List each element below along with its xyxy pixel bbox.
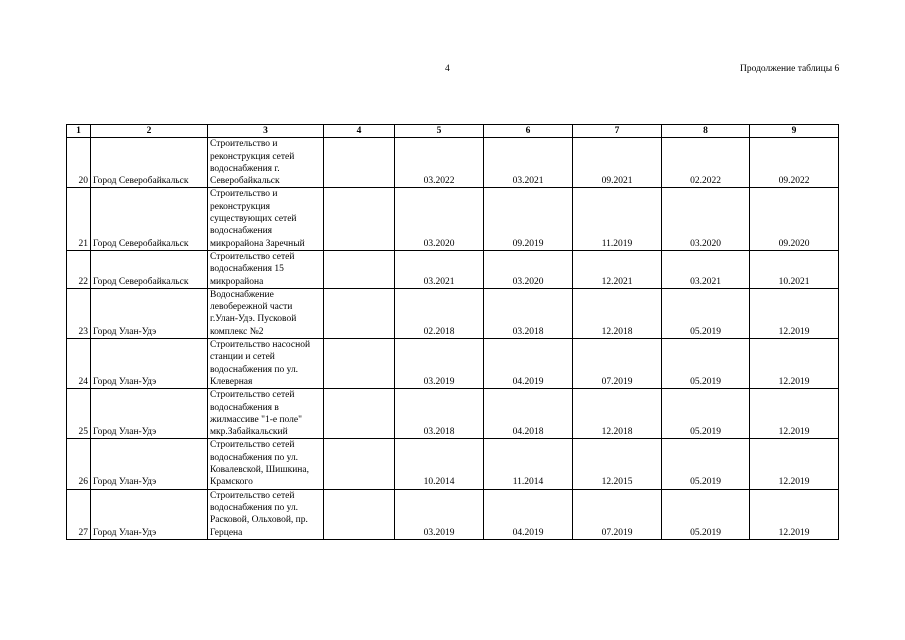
table-row (67, 138, 839, 188)
page-number: 4 (445, 64, 450, 74)
column-header: 9 (750, 125, 839, 138)
city-cell: Город Северобайкальск (91, 188, 208, 250)
col4-cell (324, 138, 395, 188)
date-cell: 05.2019 (662, 489, 750, 539)
date-cell: 12.2019 (750, 339, 839, 389)
table-row (67, 339, 839, 389)
date-cell: 03.2021 (395, 250, 484, 288)
date-cell: 09.2020 (750, 188, 839, 250)
row-number: 23 (67, 288, 91, 338)
column-header: 6 (484, 125, 573, 138)
row-number: 26 (67, 439, 91, 489)
date-cell: 02.2022 (662, 138, 750, 188)
date-cell: 03.2018 (484, 288, 573, 338)
date-cell: 03.2019 (395, 339, 484, 389)
date-cell: 11.2019 (573, 188, 662, 250)
column-header: 8 (662, 125, 750, 138)
date-cell: 12.2021 (573, 250, 662, 288)
date-cell: 05.2019 (662, 339, 750, 389)
date-cell: 03.2020 (395, 188, 484, 250)
row-number: 21 (67, 188, 91, 250)
city-cell: Город Улан-Удэ (91, 389, 208, 439)
city-cell: Город Улан-Удэ (91, 489, 208, 539)
date-cell: 03.2020 (662, 188, 750, 250)
description-cell: Строительство и реконструкция существующих сетей водоснабжения микрорайона Заречный (208, 188, 324, 250)
date-cell: 12.2015 (573, 439, 662, 489)
col4-cell (324, 188, 395, 250)
table-row (67, 389, 839, 439)
date-cell: 12.2019 (750, 439, 839, 489)
col4-cell (324, 339, 395, 389)
date-cell: 05.2019 (662, 389, 750, 439)
date-cell: 12.2018 (573, 389, 662, 439)
table-row (67, 439, 839, 489)
date-cell: 09.2019 (484, 188, 573, 250)
description-cell: Строительство сетей водоснабжения в жилмассиве "1-е поле" мкр.Забайкальский (208, 389, 324, 439)
date-cell: 10.2014 (395, 439, 484, 489)
table-row (67, 188, 839, 250)
date-cell: 04.2019 (484, 339, 573, 389)
date-cell: 11.2014 (484, 439, 573, 489)
col4-cell (324, 389, 395, 439)
row-number: 20 (67, 138, 91, 188)
col4-cell (324, 288, 395, 338)
description-cell: Строительство сетей водоснабжения по ул. Расковой, Ольховой, пр. Герцена (208, 489, 324, 539)
date-cell: 07.2019 (573, 489, 662, 539)
column-header: 2 (91, 125, 208, 138)
date-cell: 09.2022 (750, 138, 839, 188)
city-cell: Город Улан-Удэ (91, 339, 208, 389)
date-cell: 03.2021 (484, 138, 573, 188)
city-cell: Город Северобайкальск (91, 138, 208, 188)
date-cell: 05.2019 (662, 439, 750, 489)
description-cell: Строительство насосной станции и сетей водоснабжения по ул. Клеверная (208, 339, 324, 389)
col4-cell (324, 489, 395, 539)
row-number: 27 (67, 489, 91, 539)
date-cell: 12.2018 (573, 288, 662, 338)
col4-cell (324, 250, 395, 288)
column-header: 7 (573, 125, 662, 138)
date-cell: 03.2021 (662, 250, 750, 288)
city-cell: Город Северобайкальск (91, 250, 208, 288)
description-cell: Водоснабжение левобережной части г.Улан-Удэ. Пусковой комплекс №2 (208, 288, 324, 338)
date-cell: 05.2019 (662, 288, 750, 338)
table-row (67, 489, 839, 539)
city-cell: Город Улан-Удэ (91, 439, 208, 489)
table-row (67, 250, 839, 288)
date-cell: 10.2021 (750, 250, 839, 288)
row-number: 24 (67, 339, 91, 389)
description-cell: Строительство и реконструкция сетей водоснабжения г. Северобайкальск (208, 138, 324, 188)
table-header-row (67, 125, 839, 138)
table-row (67, 288, 839, 338)
col4-cell (324, 439, 395, 489)
date-cell: 09.2021 (573, 138, 662, 188)
date-cell: 03.2019 (395, 489, 484, 539)
date-cell: 07.2019 (573, 339, 662, 389)
date-cell: 04.2018 (484, 389, 573, 439)
column-header: 5 (395, 125, 484, 138)
description-cell: Строительство сетей водоснабжения 15 микрорайона (208, 250, 324, 288)
column-header: 4 (324, 125, 395, 138)
projects-table (66, 124, 839, 540)
date-cell: 12.2019 (750, 389, 839, 439)
table-continuation-label: Продолжение таблицы 6 (740, 64, 840, 74)
column-header: 1 (67, 125, 91, 138)
description-cell: Строительство сетей водоснабжения по ул. Ковалевской, Шишкина, Крамского (208, 439, 324, 489)
column-header: 3 (208, 125, 324, 138)
date-cell: 03.2022 (395, 138, 484, 188)
date-cell: 03.2018 (395, 389, 484, 439)
city-cell: Город Улан-Удэ (91, 288, 208, 338)
date-cell: 02.2018 (395, 288, 484, 338)
date-cell: 03.2020 (484, 250, 573, 288)
row-number: 25 (67, 389, 91, 439)
date-cell: 12.2019 (750, 288, 839, 338)
date-cell: 12.2019 (750, 489, 839, 539)
date-cell: 04.2019 (484, 489, 573, 539)
row-number: 22 (67, 250, 91, 288)
